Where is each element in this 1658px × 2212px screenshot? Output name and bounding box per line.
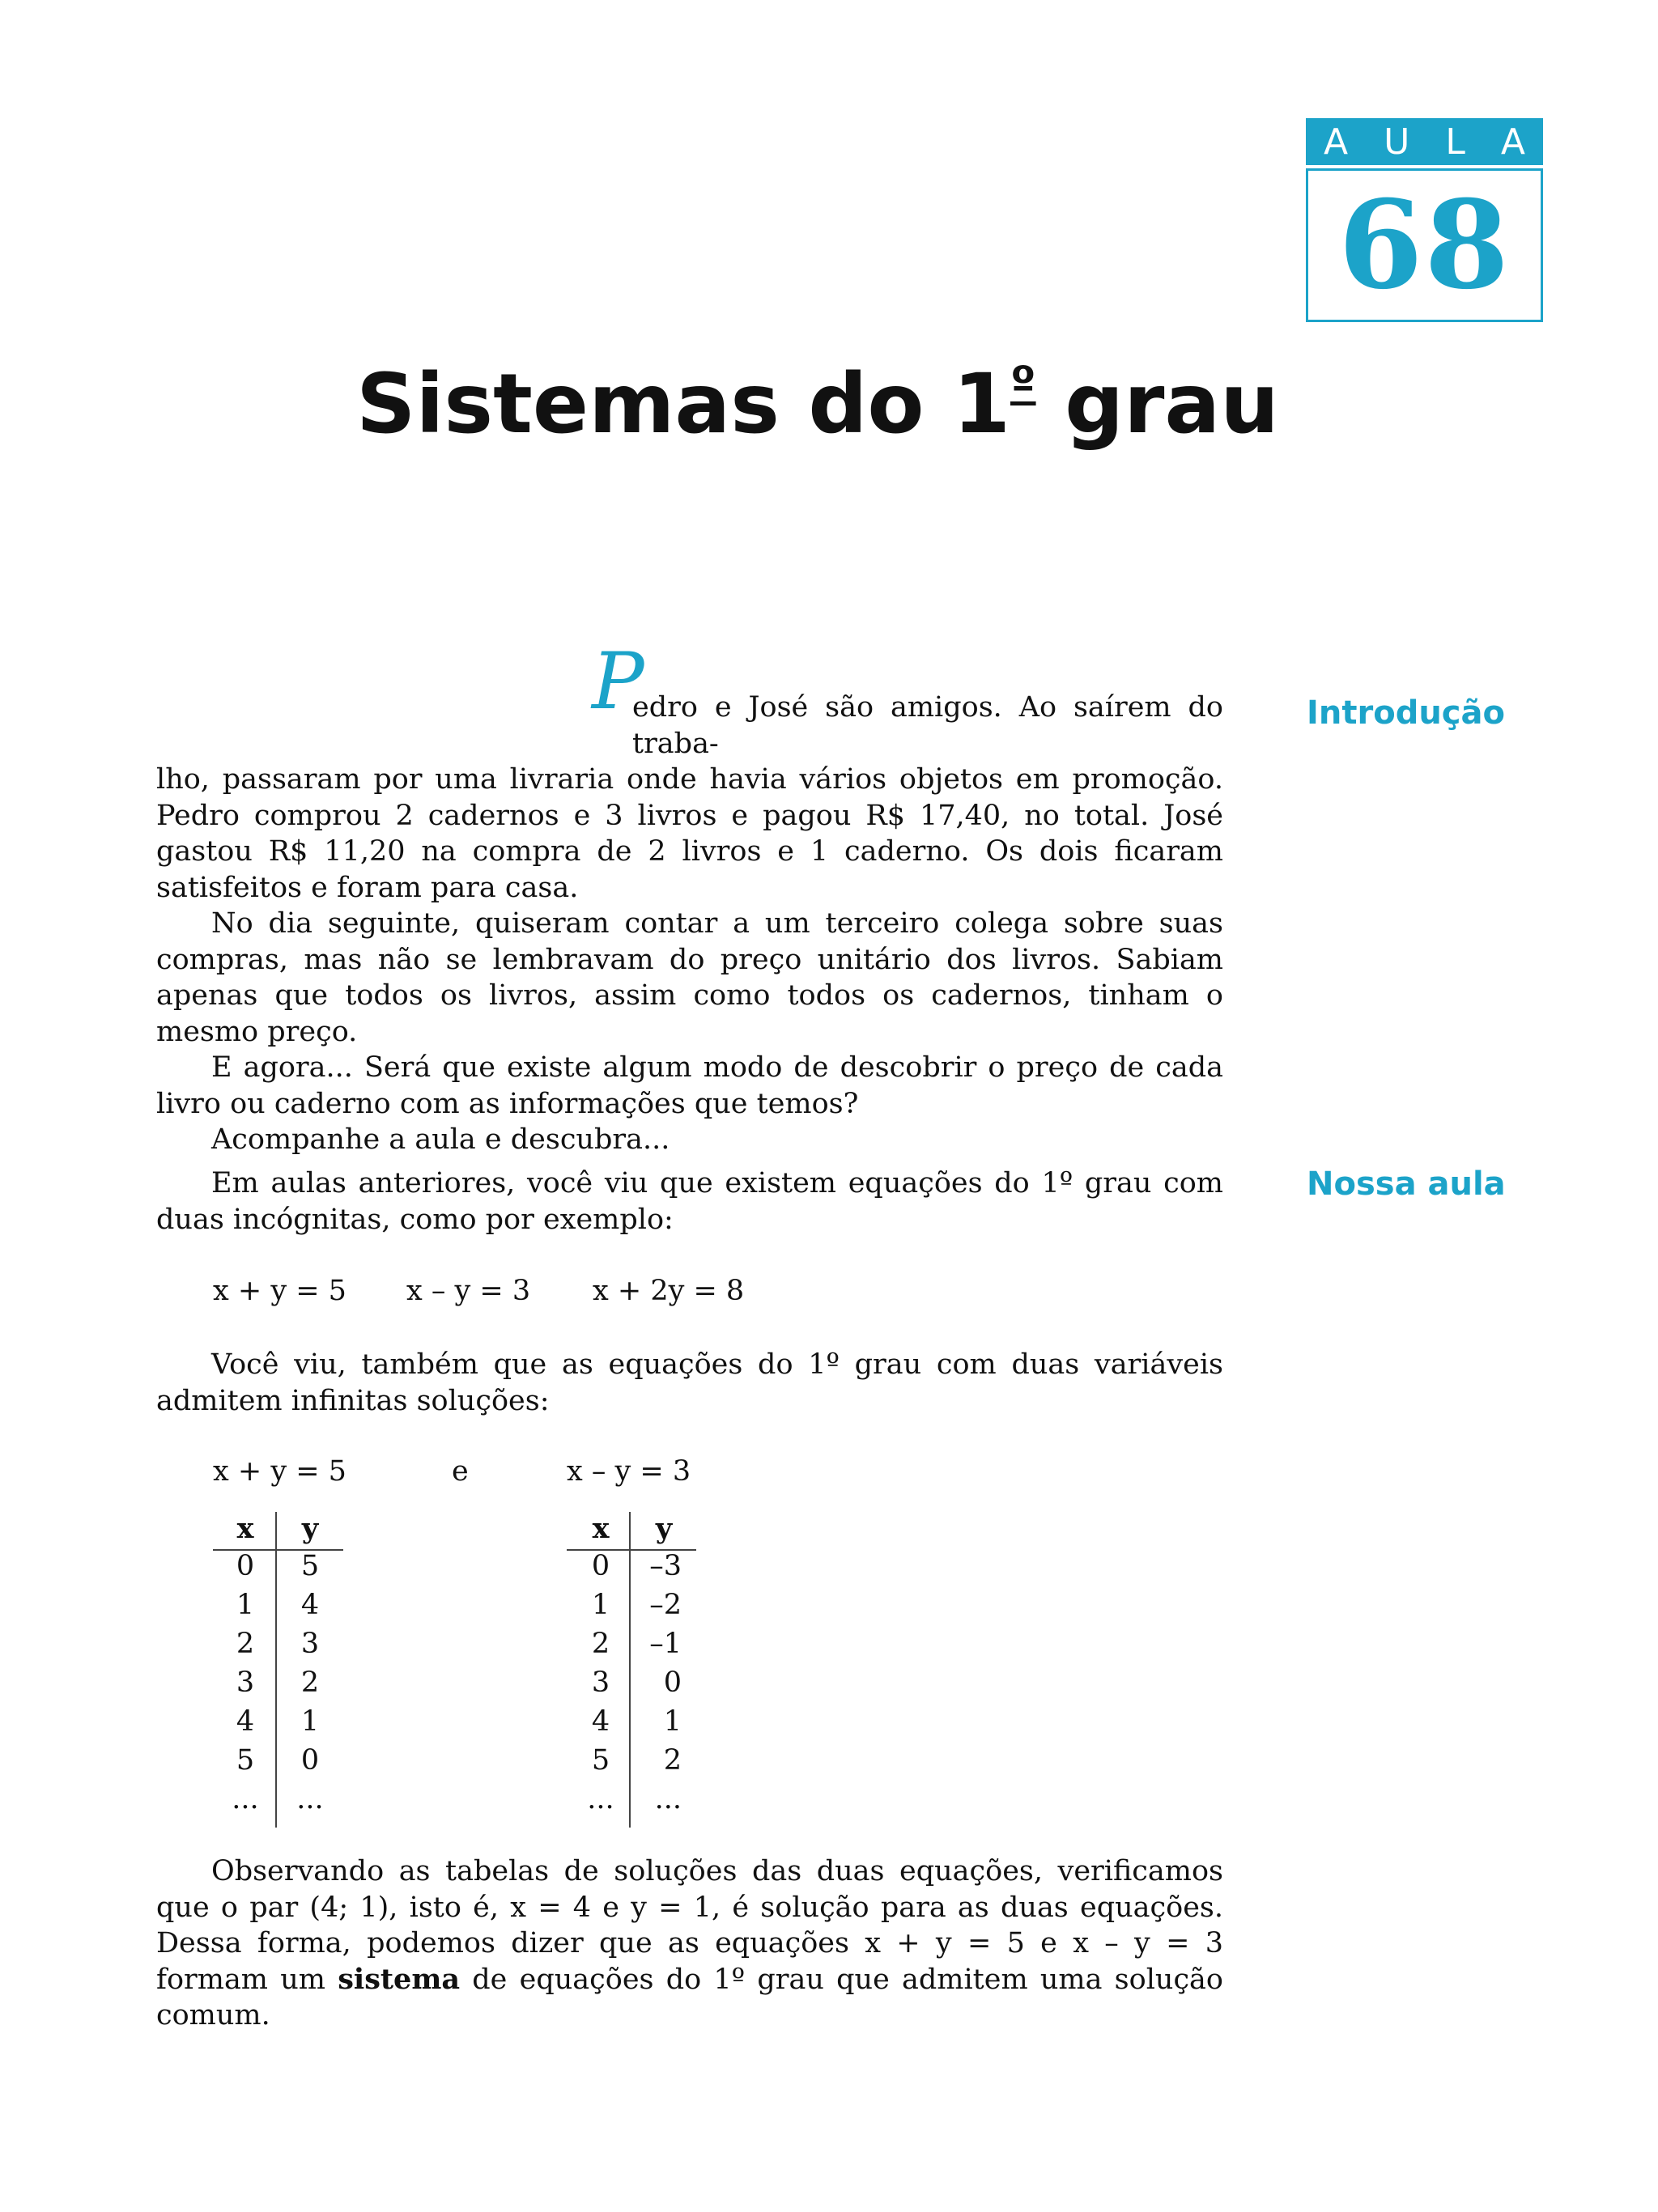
intro-paragraph-1: lho, passaram por uma livraria onde havia vários objetos em promoção. Pedro comprou 2 cadernos e 3 livros e pagou R$ 17,40, no total. José gastou R$ 11,20 na compra de 2 livros e 1 caderno. Os dois ficaram satisfeitos e foram para casa. <box>156 763 1223 904</box>
sistema-term: sistema <box>338 1962 461 1996</box>
title-ordinal: º <box>1010 358 1036 410</box>
table-left-header-y: y <box>301 1512 319 1545</box>
table-right-divider <box>629 1512 631 1828</box>
section-label-nossa-aula: Nossa aula <box>1307 1165 1506 1203</box>
table-cell: 2 <box>591 1628 610 1660</box>
table-cell: 0 <box>591 1550 610 1582</box>
table-cell: 1 <box>591 1589 610 1621</box>
table-cell: 5 <box>591 1744 610 1777</box>
table-left-header-x: x <box>236 1512 254 1545</box>
table-left-divider <box>275 1512 277 1828</box>
table-cell: 1 <box>663 1705 682 1738</box>
table-cell: 4 <box>300 1589 320 1621</box>
example-equation-3: x + 2y = 8 <box>593 1275 745 1307</box>
intro-paragraph-3: E agora... Será que existe algum modo de descobrir o preço de cada livro ou caderno com as informações que temos? <box>156 1051 1223 1120</box>
table-cell: 0 <box>300 1744 320 1777</box>
table-cell: 3 <box>300 1628 320 1660</box>
title-rest: grau <box>1035 356 1279 452</box>
table-right-header-x: x <box>592 1512 610 1545</box>
table-cell: 0 <box>236 1550 255 1582</box>
aula-letter: L <box>1445 121 1465 163</box>
table-cell: ... <box>296 1783 324 1815</box>
intro-line-1: edro e José são amigos. Ao saírem do traba- <box>632 691 1223 760</box>
paragraph-3-end: de equações do 1º grau que admitem uma solução comum. <box>156 1963 1223 2032</box>
lesson-paragraph-3-block <box>156 1853 1223 2034</box>
table-cell: –1 <box>649 1628 682 1660</box>
lesson-paragraph-3 <box>156 1853 1223 2034</box>
table-cell: 2 <box>663 1744 682 1777</box>
intro-paragraph-2: No dia seguinte, quiseram contar a um terceiro colega sobre suas compras, mas não se lembravam do preço unitário dos livros. Sabiam apenas que todos os livros, assim como todos os cadernos, tinham o mesmo preço. <box>156 907 1223 1048</box>
lesson-paragraph-2: Você viu, também que as equações do 1º grau com duas variáveis admitem infinitas soluções: <box>156 1348 1223 1417</box>
lesson-paragraph-2-block <box>156 1347 1223 1419</box>
table-cell: –2 <box>649 1589 682 1621</box>
table-cell: 2 <box>300 1666 320 1699</box>
aula-header <box>1306 118 1543 165</box>
table-right-header-y: y <box>655 1512 673 1545</box>
intro-first-line <box>156 636 1223 762</box>
table-cell: 1 <box>236 1589 255 1621</box>
aula-letter: U <box>1384 121 1410 163</box>
table-cell: 5 <box>236 1744 255 1777</box>
table-cell: 3 <box>591 1666 610 1699</box>
aula-number: 68 <box>1338 174 1511 316</box>
table-cell: 1 <box>300 1705 320 1738</box>
page-title <box>356 356 1279 452</box>
title-main: Sistemas do 1 <box>356 356 1010 452</box>
table-cell: 0 <box>663 1666 682 1699</box>
table-cell: 4 <box>236 1705 255 1738</box>
equation-left: x + y = 5 <box>213 1455 346 1488</box>
table-cell: 3 <box>236 1666 255 1699</box>
lesson-paragraph-1: Em aulas anteriores, você viu que existem equações do 1º grau com duas incógnitas, como por exemplo: <box>156 1167 1223 1236</box>
table-cell: –3 <box>649 1550 682 1582</box>
equation-right: x – y = 3 <box>567 1455 691 1488</box>
equation-conjunction: e <box>452 1455 469 1488</box>
example-equation-1: x + y = 5 <box>213 1275 346 1307</box>
paragraph-3-start: Observando as tabelas de soluções das duas equações, verificamos que o par (4; 1), isto é, x = 4 e y = 1, é solução para as duas equações. Dessa forma, podemos dizer que as equações x + y = 5 e x – y = 3 formam um <box>156 1855 1223 1996</box>
intro-paragraph-4: Acompanhe a aula e descubra... <box>211 1123 670 1156</box>
intro-text <box>156 636 1223 1158</box>
table-cell: ... <box>232 1783 259 1815</box>
table-cell: 5 <box>300 1550 320 1582</box>
example-equation-2: x – y = 3 <box>406 1275 531 1307</box>
table-cell: ... <box>587 1783 614 1815</box>
aula-letter: A <box>1500 121 1525 163</box>
table-cell: 2 <box>236 1628 255 1660</box>
aula-number-box <box>1306 168 1543 322</box>
lesson-paragraph-1-block <box>156 1165 1223 1238</box>
table-cell: ... <box>654 1783 682 1815</box>
section-label-introducao: Introdução <box>1307 694 1505 732</box>
dropcap-letter: P <box>592 636 644 727</box>
aula-letter: A <box>1324 121 1349 163</box>
table-cell: 4 <box>591 1705 610 1738</box>
